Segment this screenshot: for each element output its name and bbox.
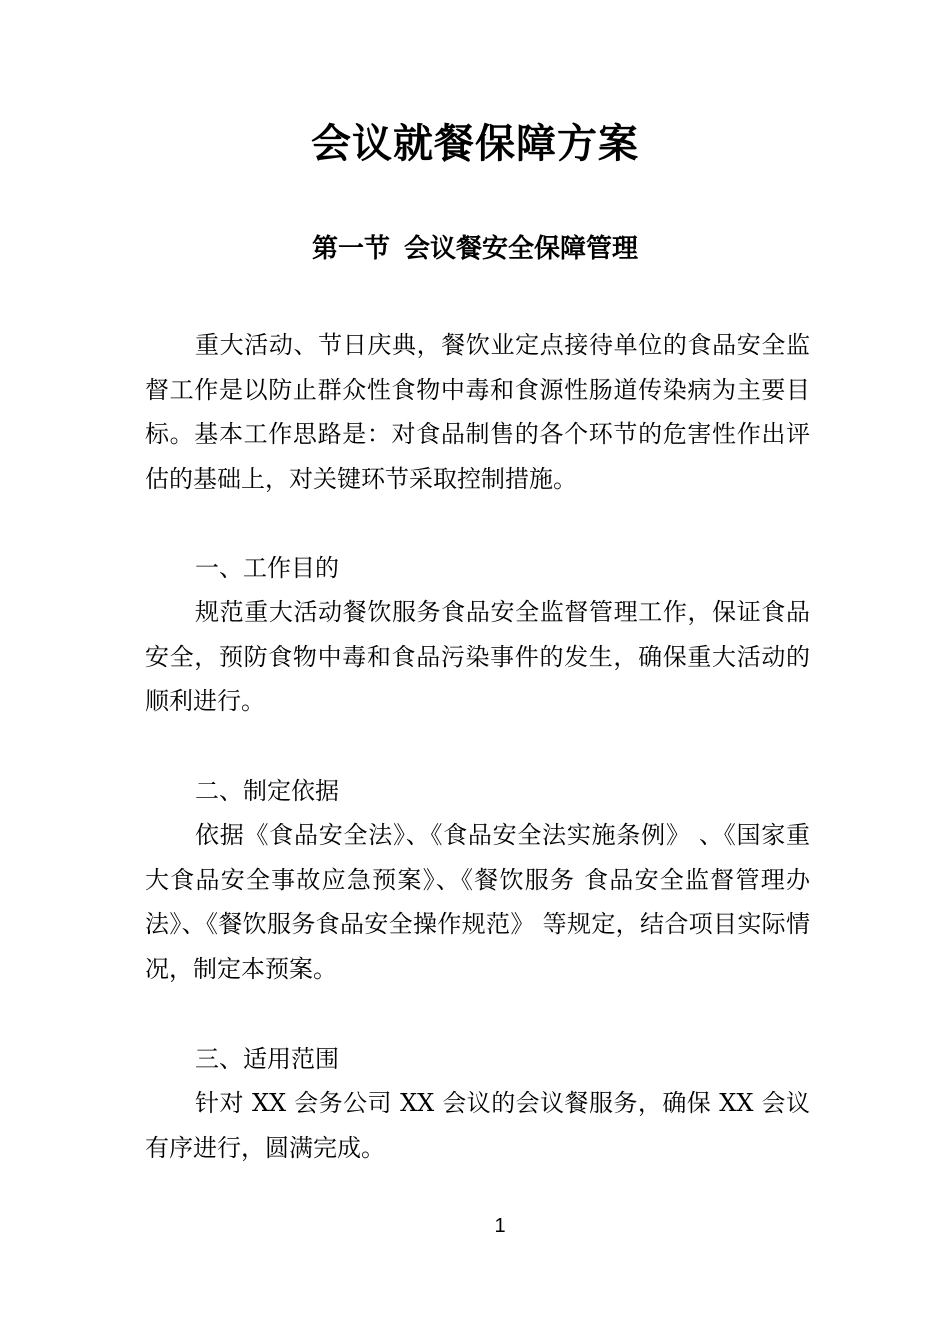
- item-paragraph-scope: 针对 XX 会务公司 XX 会议的会议餐服务，确保 XX 会议有序进行，圆满完成。: [145, 1089, 810, 1162]
- item-heading-block: [145, 1037, 810, 1082]
- section-number: 第一节: [311, 234, 390, 264]
- section-title: [0, 229, 950, 269]
- intro-paragraph-block: [145, 323, 810, 501]
- item-heading-block: [145, 546, 810, 591]
- item-paragraph-purpose: 规范重大活动餐饮服务食品安全监督管理工作，保证食品安全，预防食物中毒和食品污染事件的发生，确保重大活动的顺利进行。: [145, 598, 810, 715]
- item-paragraph-block: [145, 1081, 810, 1170]
- item-heading-basis: 二、制定依据: [195, 777, 339, 805]
- intro-paragraph: 重大活动、节日庆典，餐饮业定点接待单位的食品安全监督工作是以防止群众性食物中毒和食源性肠道传染病为主要目标。基本工作思路是：对食品制售的各个环节的危害性作出评估的基础上，对关键环节采取控制措施。: [145, 331, 810, 493]
- item-heading-block: [145, 769, 810, 814]
- document-title: 会议就餐保障方案: [311, 121, 639, 167]
- item-paragraph-block: [145, 813, 810, 991]
- item-heading-purpose: 一、工作目的: [195, 554, 339, 582]
- page-number: 1: [494, 1215, 506, 1237]
- item-paragraph-block: [145, 590, 810, 724]
- section-name: 会议餐安全保障管理: [404, 234, 639, 264]
- item-heading-scope: 三、适用范围: [195, 1045, 339, 1073]
- item-paragraph-basis: 依据《食品安全法》、《食品安全法实施条例》 、《国家重大食品安全事故应急预案》、《餐饮服务 食品安全监督管理办法》、《餐饮服务食品安全操作规范》 等规定，结合项目实际情况，制定本预案。: [145, 821, 810, 983]
